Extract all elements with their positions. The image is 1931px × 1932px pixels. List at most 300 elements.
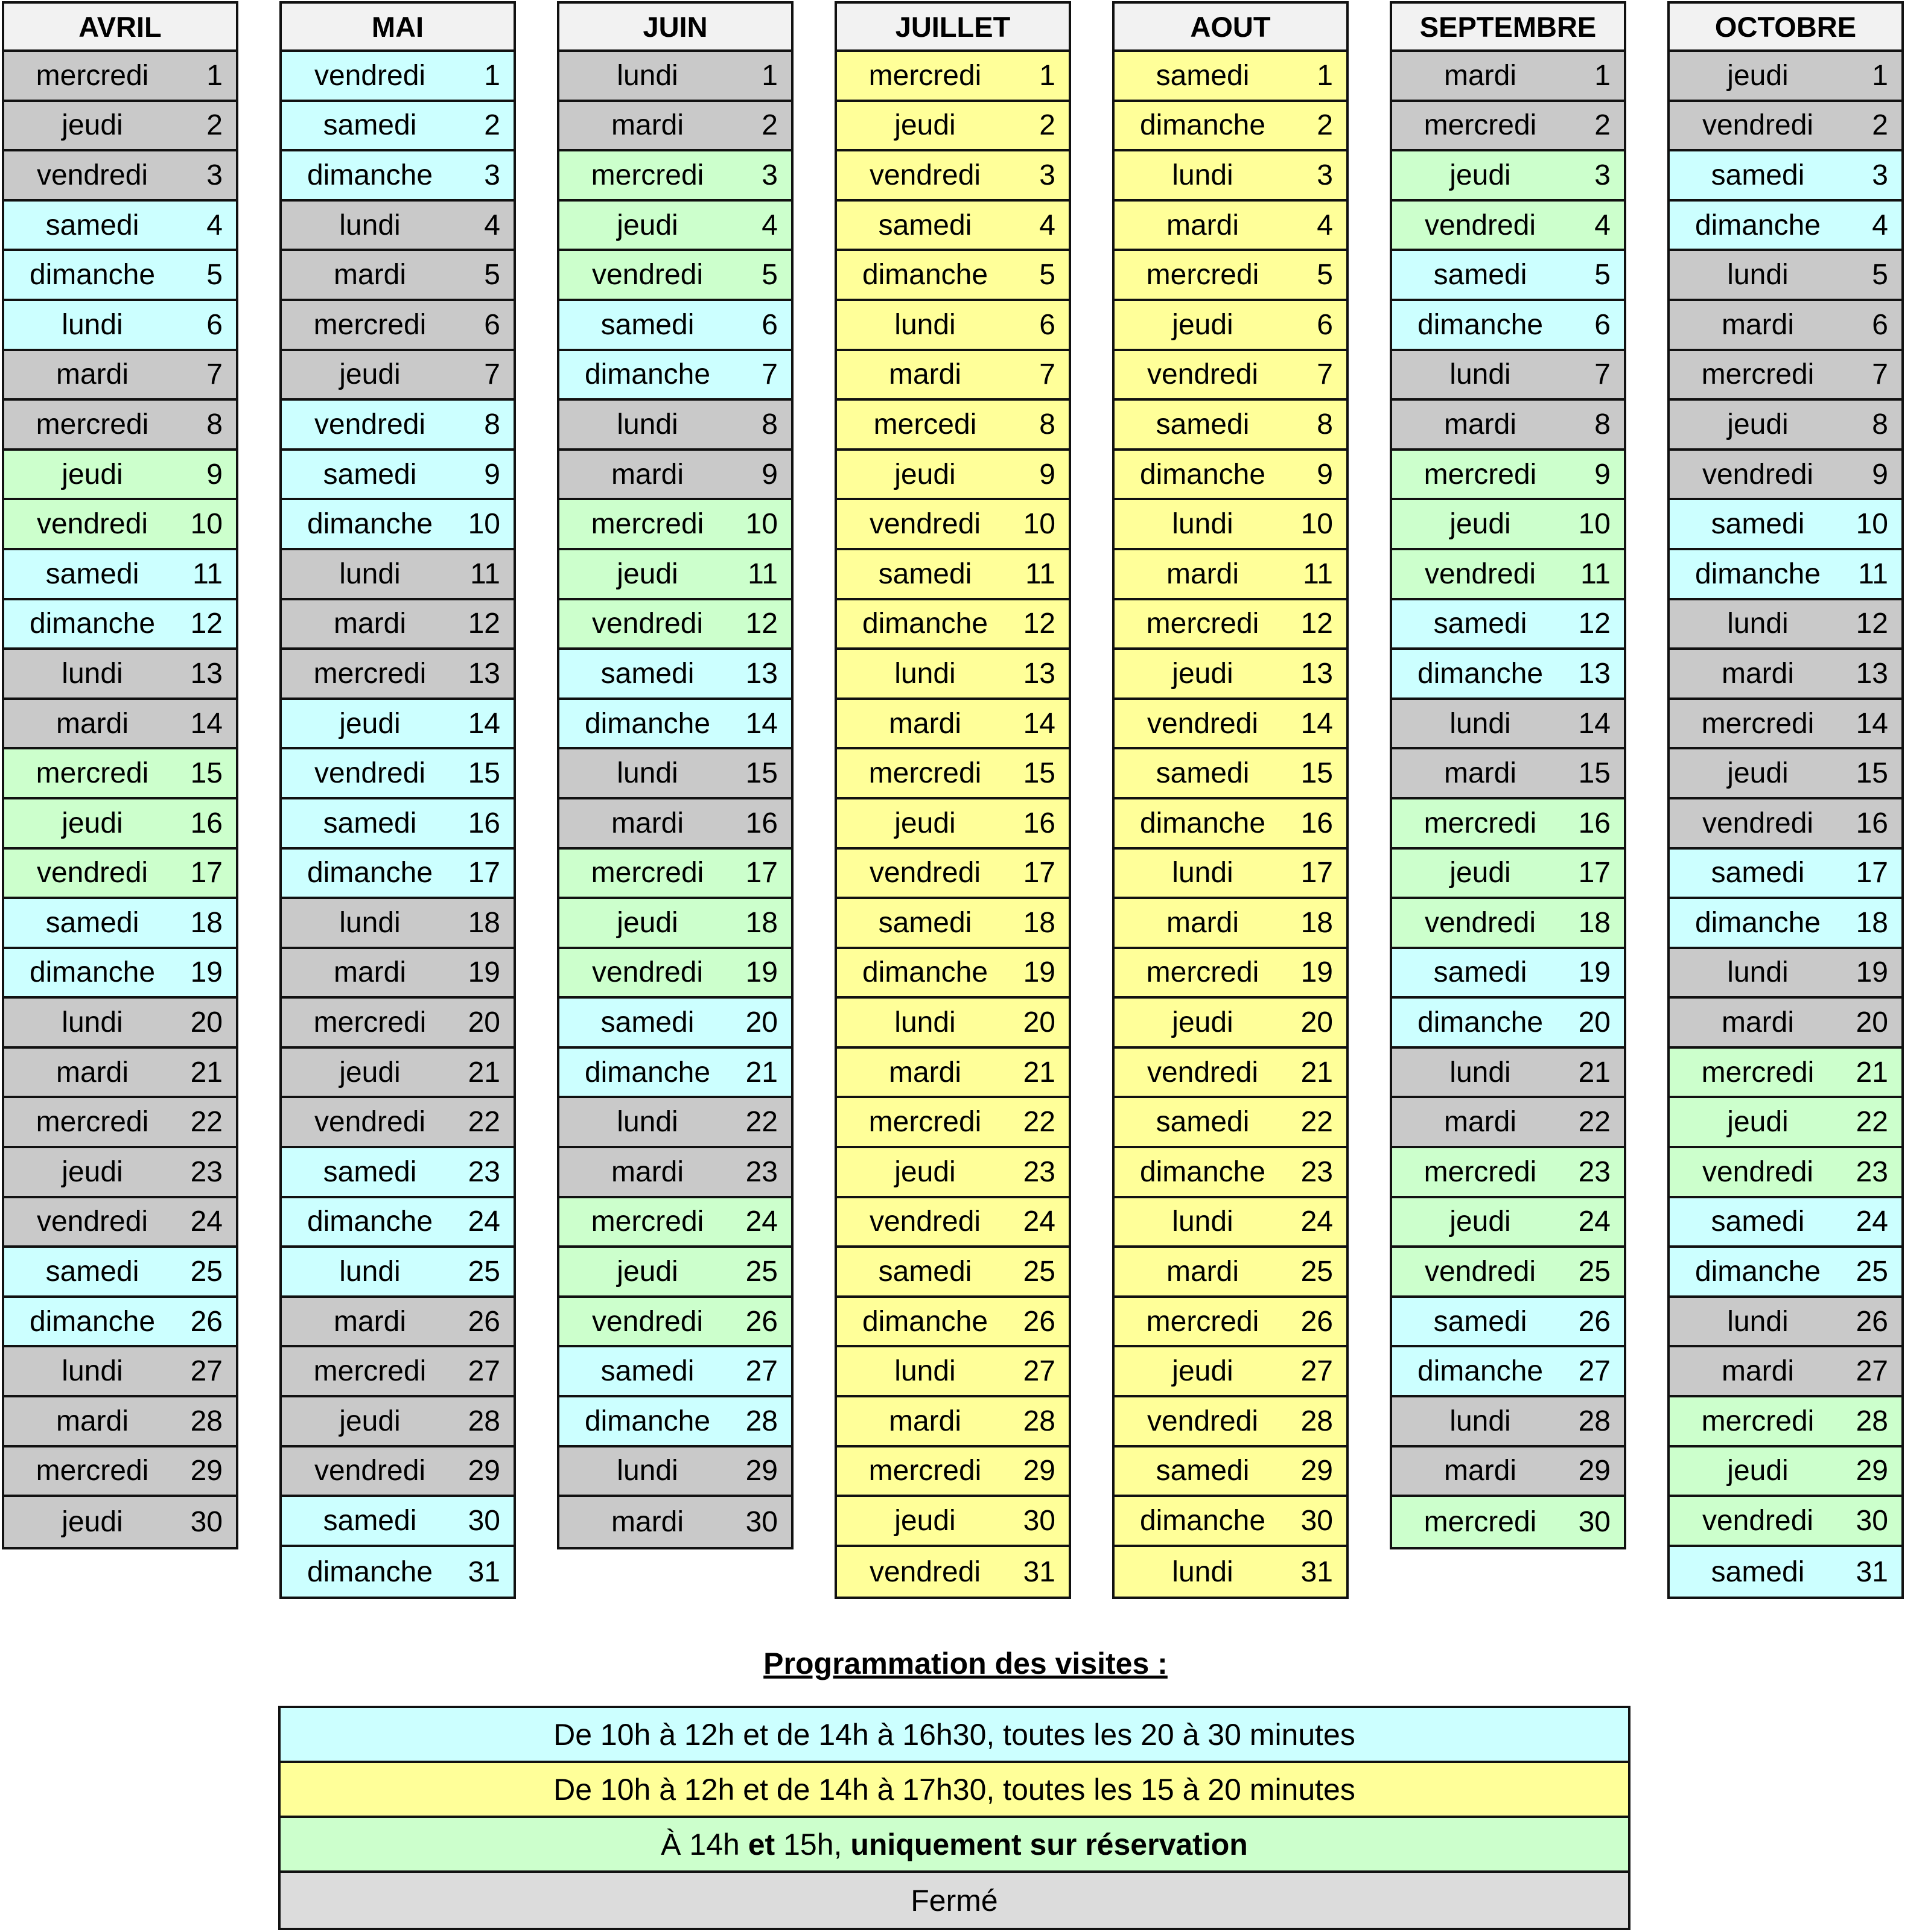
day-number: 20 [1578, 1006, 1611, 1039]
day-row [1670, 251, 1901, 301]
day-name: samedi [323, 807, 417, 839]
day-number: 12 [190, 608, 223, 640]
day-number: 13 [468, 657, 500, 690]
day-name: vendredi [591, 259, 704, 291]
day-row [837, 52, 1069, 102]
day-row [1115, 202, 1346, 252]
day-name: vendredi [591, 1305, 704, 1338]
day-number: 2 [762, 109, 778, 142]
day-number: 11 [192, 558, 223, 590]
day-number: 6 [1594, 308, 1611, 341]
day-number: 21 [745, 1056, 778, 1088]
day-row [1115, 899, 1346, 949]
day-number: 1 [1594, 59, 1611, 92]
day-row [4, 1447, 236, 1498]
day-name: vendredi [869, 857, 981, 889]
day-number: 13 [745, 657, 778, 690]
day-name: mardi [1166, 558, 1239, 590]
day-name: dimanche [1139, 1155, 1266, 1188]
day-name: jeudi [1449, 159, 1511, 191]
day-name: mardi [1443, 1455, 1517, 1487]
day-name: mercredi [1424, 458, 1537, 491]
day-name: mercredi [591, 508, 704, 541]
day-number: 9 [484, 458, 500, 491]
day-name: mardi [888, 1056, 962, 1088]
day-number: 19 [745, 956, 778, 989]
day-name: mardi [56, 1056, 129, 1088]
day-row [837, 401, 1069, 451]
day-row [559, 1148, 791, 1198]
day-name: jeudi [339, 358, 401, 391]
day-name: vendredi [1147, 358, 1259, 391]
day-row [1670, 1397, 1901, 1447]
day-row [837, 1298, 1069, 1348]
day-name: dimanche [862, 608, 988, 640]
day-name: lundi [617, 1455, 678, 1487]
day-row [282, 949, 514, 999]
day-number: 29 [1023, 1455, 1055, 1487]
day-row [282, 102, 514, 152]
day-row [282, 52, 514, 102]
day-name: dimanche [29, 956, 156, 989]
day-row [1670, 700, 1901, 750]
day-row [559, 151, 791, 202]
day-name: lundi [62, 1006, 123, 1039]
month-column [557, 1, 794, 1549]
day-number: 21 [1578, 1056, 1611, 1088]
day-number: 30 [190, 1506, 223, 1539]
day-row [559, 749, 791, 799]
day-row [559, 1397, 791, 1447]
day-name: samedi [1711, 159, 1805, 191]
day-name: dimanche [1417, 1355, 1544, 1388]
day-number: 23 [468, 1155, 500, 1188]
day-row [1115, 500, 1346, 550]
day-number: 3 [1594, 159, 1611, 191]
day-name: lundi [1172, 857, 1233, 889]
day-row [559, 1198, 791, 1248]
day-name: samedi [600, 1355, 695, 1388]
day-number: 26 [1856, 1305, 1888, 1338]
day-number: 7 [484, 358, 500, 391]
day-row [559, 799, 791, 850]
legend-text: De 10h à 12h et de 14h à 16h30, toutes les 20 à 30 minutes [553, 1717, 1355, 1752]
day-name: dimanche [1139, 1505, 1266, 1537]
day-number: 14 [1856, 707, 1888, 740]
day-row [1670, 451, 1901, 501]
day-number: 30 [1578, 1506, 1611, 1539]
day-row [282, 1248, 514, 1298]
day-name: samedi [1156, 59, 1250, 92]
day-number: 27 [1023, 1355, 1055, 1388]
day-name: vendredi [1702, 1155, 1814, 1188]
day-row [1115, 102, 1346, 152]
day-row [4, 1397, 236, 1447]
day-number: 12 [1023, 608, 1055, 640]
day-row [837, 102, 1069, 152]
day-name: mardi [1166, 906, 1239, 939]
day-row [282, 401, 514, 451]
day-number: 25 [1856, 1256, 1888, 1288]
day-number: 18 [468, 906, 500, 939]
day-row [1670, 749, 1901, 799]
day-row [559, 1447, 791, 1498]
day-row [1392, 799, 1624, 850]
day-number: 17 [745, 857, 778, 889]
day-row [1670, 1198, 1901, 1248]
day-name: jeudi [894, 109, 956, 142]
day-name: samedi [1156, 1106, 1250, 1139]
day-row [1392, 899, 1624, 949]
day-number: 10 [190, 508, 223, 541]
day-row [1392, 401, 1624, 451]
day-name: samedi [323, 109, 417, 142]
legend-row-gray [281, 1873, 1628, 1928]
day-number: 29 [468, 1455, 500, 1487]
day-name: mercredi [1424, 807, 1537, 839]
day-number: 1 [1039, 59, 1055, 92]
day-number: 14 [1578, 707, 1611, 740]
day-number: 10 [1578, 508, 1611, 541]
day-row [282, 1397, 514, 1447]
day-row [282, 1098, 514, 1148]
day-name: jeudi [1727, 757, 1789, 790]
day-number: 2 [484, 109, 500, 142]
legend-text-bold: et [748, 1827, 775, 1861]
day-name: mardi [1443, 59, 1517, 92]
day-row [559, 650, 791, 700]
day-name: lundi [617, 757, 678, 790]
day-name: mercredi [1701, 1056, 1815, 1088]
day-number: 13 [1023, 657, 1055, 690]
day-name: lundi [339, 558, 401, 590]
day-number: 8 [1594, 408, 1611, 440]
day-name: dimanche [584, 358, 711, 391]
day-name: mercredi [1146, 1305, 1259, 1338]
day-number: 26 [1023, 1305, 1055, 1338]
day-name: lundi [1449, 1056, 1511, 1088]
legend-text: De 10h à 12h et de 14h à 17h30, toutes les 15 à 20 minutes [553, 1772, 1355, 1806]
day-name: mercredi [36, 1106, 149, 1139]
day-name: vendredi [591, 608, 704, 640]
day-name: dimanche [307, 508, 433, 541]
day-number: 4 [762, 209, 778, 241]
day-name: vendredi [869, 508, 981, 541]
day-row [1392, 1198, 1624, 1248]
day-name: mercredi [313, 1355, 427, 1388]
day-row [282, 899, 514, 949]
day-row [1392, 1049, 1624, 1099]
month-column [1112, 1, 1349, 1599]
month-column [1667, 1, 1904, 1599]
day-row [559, 52, 791, 102]
day-name: jeudi [339, 1056, 401, 1088]
day-row [4, 1049, 236, 1099]
day-row [1115, 301, 1346, 351]
day-number: 1 [206, 59, 223, 92]
day-row [1392, 102, 1624, 152]
day-number: 4 [1317, 209, 1333, 241]
day-number: 6 [1317, 308, 1333, 341]
day-row [1115, 1347, 1346, 1397]
day-name: lundi [1172, 1206, 1233, 1238]
day-number: 9 [1594, 458, 1611, 491]
day-name: samedi [45, 906, 139, 939]
day-name: vendredi [1424, 209, 1536, 241]
day-row [1392, 52, 1624, 102]
day-name: jeudi [1449, 857, 1511, 889]
day-name: lundi [62, 1355, 123, 1388]
day-row [837, 500, 1069, 550]
day-row [1670, 500, 1901, 550]
day-row [1670, 102, 1901, 152]
day-row [559, 500, 791, 550]
day-name: jeudi [894, 458, 956, 491]
day-row [1115, 1148, 1346, 1198]
day-number: 20 [1856, 1006, 1888, 1039]
day-number: 22 [1578, 1106, 1611, 1139]
day-number: 28 [190, 1405, 223, 1437]
day-number: 6 [762, 308, 778, 341]
day-name: lundi [62, 308, 123, 341]
day-name: mercredi [313, 308, 427, 341]
day-row [1115, 749, 1346, 799]
day-number: 8 [206, 408, 223, 440]
day-number: 11 [1303, 558, 1333, 590]
day-row [1670, 600, 1901, 650]
day-name: mercredi [1146, 956, 1259, 989]
day-name: lundi [894, 308, 956, 341]
day-number: 18 [190, 906, 223, 939]
day-name: vendredi [869, 159, 981, 191]
day-name: dimanche [584, 1056, 711, 1088]
day-number: 15 [1300, 757, 1333, 790]
month-header: MAI [282, 4, 514, 52]
day-number: 30 [1300, 1505, 1333, 1537]
day-number: 20 [1300, 1006, 1333, 1039]
day-number: 25 [190, 1256, 223, 1288]
day-row [1115, 1447, 1346, 1498]
day-name: jeudi [1172, 657, 1233, 690]
day-name: jeudi [1172, 1355, 1233, 1388]
day-name: mardi [333, 608, 407, 640]
day-row [1670, 351, 1901, 401]
day-row [1392, 1298, 1624, 1348]
day-row [837, 1248, 1069, 1298]
day-name: mardi [611, 458, 684, 491]
day-number: 14 [468, 707, 500, 740]
day-name: jeudi [1727, 1106, 1789, 1139]
day-row [1670, 1049, 1901, 1099]
day-number: 12 [1578, 608, 1611, 640]
day-name: vendredi [1702, 807, 1814, 839]
day-name: samedi [45, 209, 139, 241]
day-row [1670, 899, 1901, 949]
day-row [282, 700, 514, 750]
day-number: 25 [1578, 1256, 1611, 1288]
day-number: 2 [1039, 109, 1055, 142]
day-name: vendredi [869, 1206, 981, 1238]
day-number: 15 [468, 757, 500, 790]
day-name: mardi [1443, 757, 1517, 790]
day-name: dimanche [307, 1206, 433, 1238]
day-row [837, 749, 1069, 799]
day-row [1392, 1397, 1624, 1447]
day-name: mardi [333, 956, 407, 989]
day-row [1392, 1098, 1624, 1148]
day-row [559, 301, 791, 351]
day-number: 17 [468, 857, 500, 889]
day-row [1115, 600, 1346, 650]
day-name: jeudi [1727, 1455, 1789, 1487]
day-number: 8 [1317, 408, 1333, 440]
day-number: 19 [1023, 956, 1055, 989]
day-number: 20 [1023, 1006, 1055, 1039]
day-row [1115, 52, 1346, 102]
day-name: dimanche [1417, 1006, 1544, 1039]
day-row [282, 1049, 514, 1099]
day-number: 15 [1023, 757, 1055, 790]
day-row [282, 650, 514, 700]
day-name: lundi [62, 657, 123, 690]
day-number: 18 [1300, 906, 1333, 939]
day-number: 24 [468, 1206, 500, 1238]
day-row [4, 850, 236, 900]
month-header: SEPTEMBRE [1392, 4, 1624, 52]
day-number: 28 [1023, 1405, 1055, 1437]
month-column [279, 1, 516, 1599]
day-name: mercredi [868, 757, 982, 790]
day-name: mardi [1166, 209, 1239, 241]
day-number: 4 [206, 209, 223, 241]
day-row [1670, 1298, 1901, 1348]
day-row [559, 202, 791, 252]
day-row [837, 799, 1069, 850]
day-number: 26 [1578, 1305, 1611, 1338]
day-number: 21 [468, 1056, 500, 1088]
legend-row-yellow [281, 1763, 1628, 1818]
day-row [559, 251, 791, 301]
day-number: 16 [745, 807, 778, 839]
month-column [835, 1, 1071, 1599]
day-row [1115, 850, 1346, 900]
day-number: 25 [745, 1256, 778, 1288]
day-number: 17 [1856, 857, 1888, 889]
day-number: 15 [745, 757, 778, 790]
day-row [837, 151, 1069, 202]
day-row [837, 351, 1069, 401]
day-row [1670, 1347, 1901, 1397]
day-number: 18 [1856, 906, 1888, 939]
day-row [837, 251, 1069, 301]
day-number: 18 [1578, 906, 1611, 939]
day-number: 14 [1300, 707, 1333, 740]
day-row [1115, 650, 1346, 700]
day-name: dimanche [29, 1305, 156, 1338]
day-number: 10 [468, 508, 500, 541]
day-number: 28 [468, 1405, 500, 1437]
day-row [1115, 451, 1346, 501]
day-number: 11 [1580, 558, 1611, 590]
day-number: 17 [190, 857, 223, 889]
day-number: 14 [745, 707, 778, 740]
day-number: 7 [1594, 358, 1611, 391]
day-number: 13 [1578, 657, 1611, 690]
day-number: 1 [1317, 59, 1333, 92]
day-row [559, 1347, 791, 1397]
day-name: mercredi [591, 159, 704, 191]
day-name: mercredi [313, 1006, 427, 1039]
day-row [282, 799, 514, 850]
day-number: 25 [468, 1256, 500, 1288]
day-row [1115, 1397, 1346, 1447]
day-row [559, 351, 791, 401]
day-name: mardi [611, 807, 684, 839]
day-number: 31 [468, 1555, 500, 1588]
day-row [559, 1098, 791, 1148]
day-name: lundi [339, 906, 401, 939]
day-number: 3 [1039, 159, 1055, 191]
day-name: mardi [611, 1506, 684, 1539]
day-name: dimanche [1417, 308, 1544, 341]
day-name: mardi [333, 1305, 407, 1338]
day-number: 3 [1317, 159, 1333, 191]
day-row [837, 700, 1069, 750]
day-row [1670, 850, 1901, 900]
day-number: 30 [745, 1506, 778, 1539]
day-row [282, 999, 514, 1049]
day-number: 21 [1023, 1056, 1055, 1088]
day-name: lundi [1727, 1305, 1789, 1338]
day-number: 12 [1856, 608, 1888, 640]
day-name: samedi [45, 1256, 139, 1288]
legend-text: 15h, [775, 1827, 851, 1861]
day-name: mercredi [1424, 1155, 1537, 1188]
day-number: 24 [1856, 1206, 1888, 1238]
day-row [4, 1198, 236, 1248]
day-name: mercredi [868, 59, 982, 92]
day-row [1392, 999, 1624, 1049]
day-number: 24 [745, 1206, 778, 1238]
day-number: 30 [1856, 1505, 1888, 1537]
month-header: JUIN [559, 4, 791, 52]
day-name: lundi [1449, 707, 1511, 740]
day-row [282, 451, 514, 501]
day-row [1115, 1049, 1346, 1099]
day-number: 28 [1578, 1405, 1611, 1437]
day-name: samedi [1711, 1206, 1805, 1238]
day-name: mardi [1443, 408, 1517, 440]
day-number: 20 [468, 1006, 500, 1039]
day-row [282, 151, 514, 202]
day-number: 29 [1578, 1455, 1611, 1487]
day-name: mardi [1721, 1006, 1795, 1039]
day-number: 23 [1856, 1155, 1888, 1188]
day-name: lundi [1449, 1405, 1511, 1437]
day-number: 6 [206, 308, 223, 341]
day-name: mercredi [1701, 1405, 1815, 1437]
day-row [559, 401, 791, 451]
day-name: mardi [888, 1405, 962, 1437]
day-name: lundi [1727, 608, 1789, 640]
day-row [1670, 151, 1901, 202]
day-row [1392, 650, 1624, 700]
day-row [4, 700, 236, 750]
day-row [282, 1497, 514, 1547]
day-name: mardi [56, 1405, 129, 1437]
day-row [282, 550, 514, 600]
day-name: mercredi [1146, 608, 1259, 640]
